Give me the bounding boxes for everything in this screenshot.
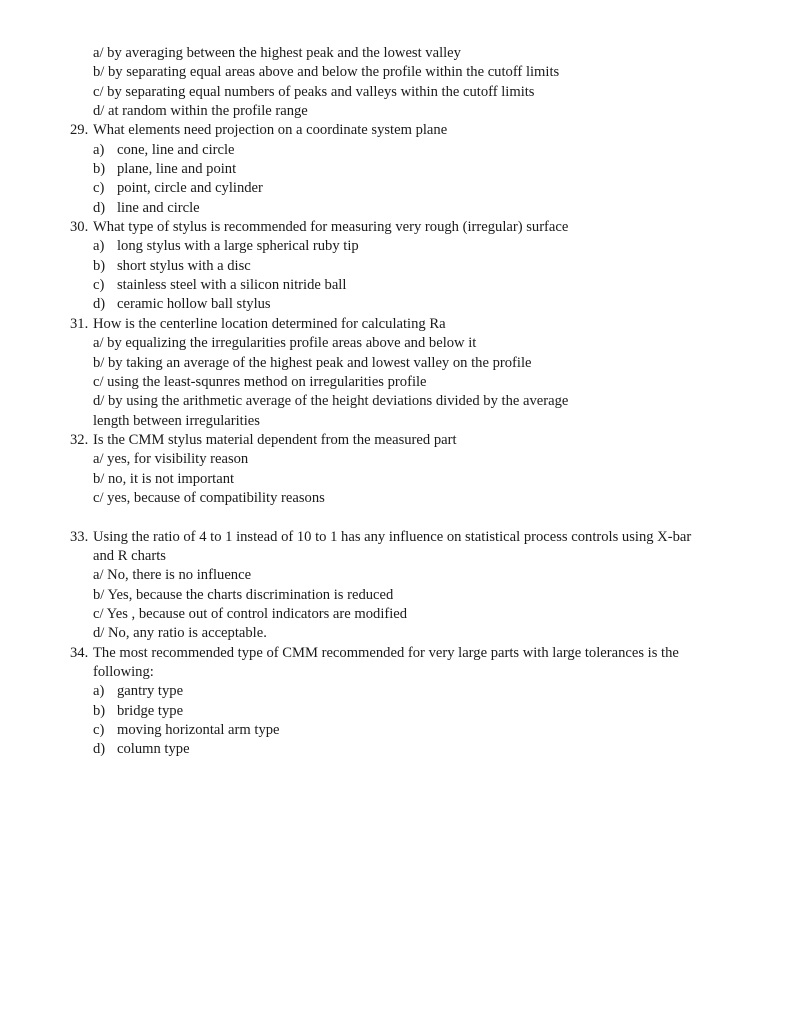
q30-option-d: [0, 295, 791, 314]
question-number: 34.: [70, 644, 89, 661]
question-33: [0, 528, 791, 547]
option-text: bridge type: [117, 702, 184, 719]
q28-option-c: c/ by separating equal numbers of peaks and valleys within the cutoff limits: [93, 83, 535, 100]
q34-option-d: [0, 740, 791, 759]
option-label: b): [93, 702, 106, 719]
q28-option-d: d/ at random within the profile range: [93, 103, 308, 120]
question-text: Is the CMM stylus material dependent from the measured part: [93, 431, 457, 448]
option-label: c): [93, 180, 105, 197]
option-text: stainless steel with a silicon nitride ball: [117, 277, 347, 294]
question-34: [0, 644, 791, 663]
option-label: d): [93, 741, 106, 758]
option-text: moving horizontal arm type: [117, 722, 280, 739]
question-number: 29.: [70, 122, 89, 139]
q29-option-c: [0, 179, 791, 198]
question-number: 30.: [70, 219, 89, 236]
q33-option-c: c/ Yes , because out of control indicators are modified: [93, 605, 408, 622]
question-33-continuation: and R charts: [93, 547, 166, 564]
question-29: [0, 121, 791, 140]
question-number: 32.: [70, 431, 89, 448]
option-label: d): [93, 199, 106, 216]
q30-option-a: [0, 237, 791, 256]
option-label: d): [93, 296, 106, 313]
q28-option-b: b/ by separating equal areas above and below the profile within the cutoff limits: [93, 64, 560, 81]
q31-option-d: d/ by using the arithmetic average of the height deviations divided by the average: [93, 393, 569, 410]
option-label: b): [93, 257, 106, 274]
spacer: [0, 508, 791, 527]
q32-option-b: b/ no, it is not important: [93, 470, 235, 487]
option-text: cone, line and circle: [117, 141, 235, 158]
q31-option-a: a/ by equalizing the irregularities profile areas above and below it: [93, 335, 477, 352]
q31-option-c: c/ using the least-squnres method on irregularities profile: [93, 373, 427, 390]
option-text: plane, line and point: [117, 161, 237, 178]
q32-option-a: a/ yes, for visibility reason: [93, 451, 249, 468]
q34-option-c: [0, 721, 791, 740]
option-label: a): [93, 141, 105, 158]
q29-option-b: [0, 160, 791, 179]
question-text: What type of stylus is recommended for measuring very rough (irregular) surface: [93, 219, 569, 236]
option-label: c): [93, 277, 105, 294]
q33-option-d: d/ No, any ratio is acceptable.: [93, 625, 267, 642]
question-number: 31.: [70, 315, 89, 332]
option-text: short stylus with a disc: [117, 257, 251, 274]
question-text: What elements need projection on a coordinate system plane: [93, 122, 448, 139]
option-label: b): [93, 161, 106, 178]
q29-option-a: [0, 141, 791, 160]
option-label: a): [93, 683, 105, 700]
q34-option-b: [0, 702, 791, 721]
q33-option-a: a/ No, there is no influence: [93, 567, 252, 584]
question-number: 33.: [70, 528, 89, 545]
option-text: line and circle: [117, 199, 200, 216]
q31-option-b: b/ by taking an average of the highest peak and lowest valley on the profile: [93, 354, 532, 371]
question-text: The most recommended type of CMM recommended for very large parts with large tolerances is the: [93, 644, 679, 661]
option-text: column type: [117, 741, 190, 758]
q33-option-b: b/ Yes, because the charts discrimination is reduced: [93, 586, 394, 603]
question-31: [0, 315, 791, 334]
question-text: Using the ratio of 4 to 1 instead of 10 to 1 has any influence on statistical process controls using X-bar: [93, 528, 692, 545]
q34-option-a: [0, 682, 791, 701]
option-text: ceramic hollow ball stylus: [117, 296, 271, 313]
option-text: point, circle and cylinder: [117, 180, 263, 197]
question-text: How is the centerline location determined for calculating Ra: [93, 315, 446, 332]
option-label: c): [93, 722, 105, 739]
question-30: [0, 218, 791, 237]
q30-option-b: [0, 257, 791, 276]
option-label: a): [93, 238, 105, 255]
option-text: gantry type: [117, 683, 184, 700]
document-page: [0, 44, 791, 760]
option-text: long stylus with a large spherical ruby tip: [117, 238, 359, 255]
q31-option-d-continuation: length between irregularities: [93, 412, 260, 429]
question-32: [0, 431, 791, 450]
q30-option-c: [0, 276, 791, 295]
question-34-continuation: following:: [93, 664, 154, 680]
q32-option-c: c/ yes, because of compatibility reasons: [93, 489, 325, 506]
q29-option-d: [0, 199, 791, 218]
q28-option-a: a/ by averaging between the highest peak and the lowest valley: [93, 45, 461, 61]
